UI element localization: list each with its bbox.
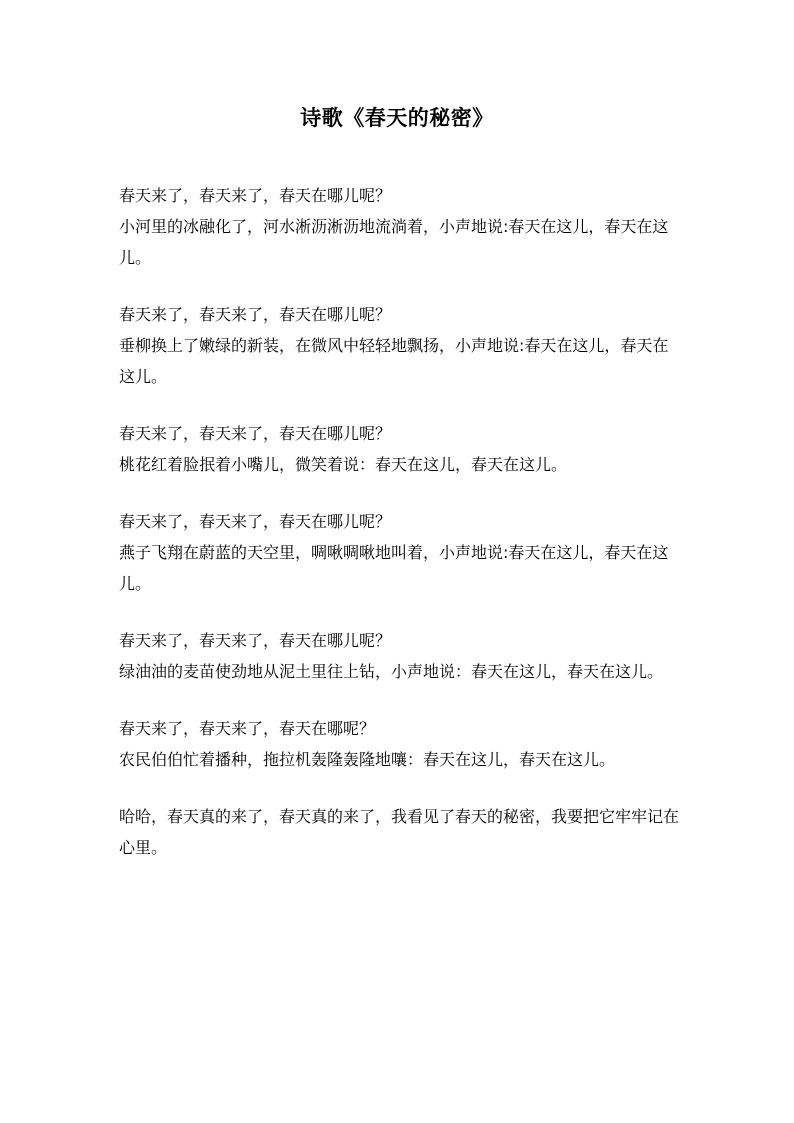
stanza-question-line: 春天来了，春天来了，春天在哪儿呢？	[119, 305, 392, 324]
stanza-3	[119, 418, 679, 480]
stanza-2	[119, 299, 679, 392]
stanza-4	[119, 506, 679, 599]
stanza-question-line: 春天来了，春天来了，春天在哪儿呢？	[119, 186, 392, 205]
stanza-question-line: 春天来了，春天来了，春天在哪呢？	[119, 719, 376, 738]
stanza-answer-line: 小河里的冰融化了，河水淅沥淅沥地流淌着，小声地说:春天在这儿，春天在这儿。	[119, 217, 669, 267]
stanza-question-line: 春天来了，春天来了，春天在哪儿呢？	[119, 631, 392, 650]
stanza-answer-line: 桃花红着脸抿着小嘴儿，微笑着说：春天在这儿，春天在这儿。	[119, 455, 568, 474]
stanza-1	[119, 180, 679, 273]
stanza-answer-line: 绿油油的麦苗使劲地从泥土里往上钻，小声地说：春天在这儿，春天在这儿。	[119, 662, 664, 681]
stanza-6	[119, 713, 679, 775]
document-title: 诗歌《春天的秘密》	[300, 106, 494, 130]
stanza-answer-line: 农民伯伯忙着播种，拖拉机轰隆轰隆地嚷：春天在这儿，春天在这儿。	[119, 750, 616, 769]
closing-stanza	[119, 801, 679, 863]
stanza-question-line: 春天来了，春天来了，春天在哪儿呢？	[119, 424, 392, 443]
poem-body	[119, 180, 679, 889]
closing-line: 哈哈，春天真的来了，春天真的来了，我看见了春天的秘密，我要把它牢牢记在心里。	[119, 807, 680, 857]
stanza-answer-line: 燕子飞翔在蔚蓝的天空里，啁啾啁啾地叫着，小声地说:春天在这儿，春天在这儿。	[119, 543, 669, 593]
stanza-5	[119, 625, 679, 687]
stanza-answer-line: 垂柳换上了嫩绿的新装，在微风中轻轻地飘扬，小声地说:春天在这儿，春天在这儿。	[119, 336, 669, 386]
stanza-question-line: 春天来了，春天来了，春天在哪儿呢？	[119, 512, 392, 531]
